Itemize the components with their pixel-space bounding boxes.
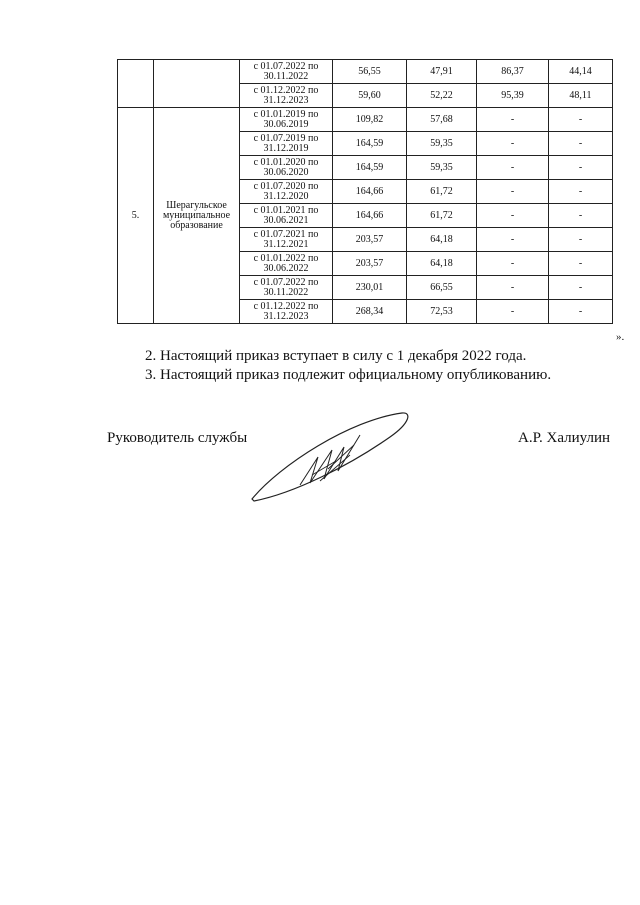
- value-cell: 64,18: [407, 252, 477, 276]
- value-cell: -: [549, 180, 613, 204]
- value-cell: -: [549, 108, 613, 132]
- period-cell: с 01.01.2022 по 30.06.2022: [240, 252, 333, 276]
- value-cell: -: [477, 132, 549, 156]
- value-cell: 230,01: [333, 276, 407, 300]
- value-cell: 47,91: [407, 60, 477, 84]
- period-cell: с 01.07.2022 по 30.11.2022: [240, 60, 333, 84]
- row-number-cell: [118, 60, 154, 108]
- paragraph-3: 3. Настоящий приказ подлежит официальному опубликованию.: [145, 367, 552, 383]
- table-row: [118, 108, 613, 132]
- period-cell: с 01.12.2022 по 31.12.2023: [240, 84, 333, 108]
- value-cell: 203,57: [333, 252, 407, 276]
- row-number-cell: 5.: [118, 108, 154, 324]
- municipality-cell: [154, 60, 240, 108]
- tariff-table: [117, 59, 613, 324]
- signatory-name: А.Р. Халиулин: [518, 430, 611, 446]
- table-row: [118, 60, 613, 84]
- value-cell: 72,53: [407, 300, 477, 324]
- period-cell: с 01.07.2021 по 31.12.2021: [240, 228, 333, 252]
- value-cell: 268,34: [333, 300, 407, 324]
- period-cell: с 01.07.2019 по 31.12.2019: [240, 132, 333, 156]
- value-cell: 95,39: [477, 84, 549, 108]
- value-cell: 61,72: [407, 204, 477, 228]
- period-cell: с 01.12.2022 по 31.12.2023: [240, 300, 333, 324]
- value-cell: 59,35: [407, 156, 477, 180]
- value-cell: 86,37: [477, 60, 549, 84]
- value-cell: 59,35: [407, 132, 477, 156]
- period-cell: с 01.01.2020 по 30.06.2020: [240, 156, 333, 180]
- value-cell: 48,11: [549, 84, 613, 108]
- closing-quote: ».: [616, 331, 625, 343]
- value-cell: 61,72: [407, 180, 477, 204]
- value-cell: -: [549, 276, 613, 300]
- value-cell: 64,18: [407, 228, 477, 252]
- value-cell: -: [549, 252, 613, 276]
- value-cell: 44,14: [549, 60, 613, 84]
- value-cell: 59,60: [333, 84, 407, 108]
- value-cell: -: [549, 156, 613, 180]
- period-cell: с 01.01.2021 по 30.06.2021: [240, 204, 333, 228]
- value-cell: -: [477, 204, 549, 228]
- value-cell: -: [549, 300, 613, 324]
- value-cell: -: [477, 156, 549, 180]
- value-cell: 203,57: [333, 228, 407, 252]
- period-cell: с 01.07.2022 по 30.11.2022: [240, 276, 333, 300]
- period-cell: с 01.01.2019 по 30.06.2019: [240, 108, 333, 132]
- value-cell: 164,66: [333, 180, 407, 204]
- value-cell: -: [477, 300, 549, 324]
- value-cell: -: [477, 180, 549, 204]
- paragraph-2: 2. Настоящий приказ вступает в силу с 1 декабря 2022 года.: [145, 348, 527, 364]
- value-cell: 56,55: [333, 60, 407, 84]
- value-cell: -: [477, 108, 549, 132]
- value-cell: 52,22: [407, 84, 477, 108]
- value-cell: -: [549, 132, 613, 156]
- handwritten-signature: [240, 395, 415, 510]
- value-cell: 109,82: [333, 108, 407, 132]
- value-cell: 66,55: [407, 276, 477, 300]
- value-cell: -: [477, 252, 549, 276]
- value-cell: -: [549, 204, 613, 228]
- value-cell: -: [477, 276, 549, 300]
- period-cell: с 01.07.2020 по 31.12.2020: [240, 180, 333, 204]
- value-cell: 164,66: [333, 204, 407, 228]
- value-cell: -: [549, 228, 613, 252]
- value-cell: 57,68: [407, 108, 477, 132]
- value-cell: 164,59: [333, 132, 407, 156]
- municipality-cell: Шерагульское муниципальное образование: [154, 108, 240, 324]
- signatory-title: Руководитель службы: [107, 430, 248, 446]
- value-cell: -: [477, 228, 549, 252]
- value-cell: 164,59: [333, 156, 407, 180]
